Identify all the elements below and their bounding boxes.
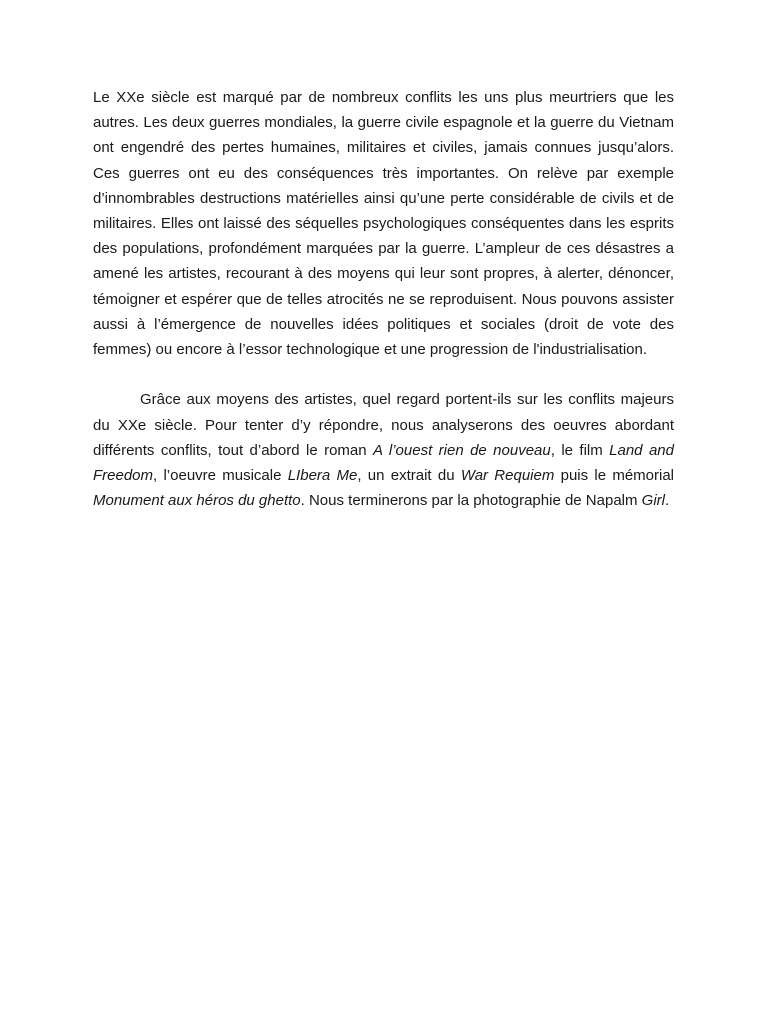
paragraph-intro: Le XXe siècle est marqué par de nombreux conflits les uns plus meurtriers que les autres. Les deux guerres mondiales, la guerre civile espagnole et la guerre du Vietnam ont engendré des pertes humaines, militaires et civiles, jamais connues jusqu’alors. Ces guerres ont eu des conséquences très importantes. On relève par exemple d’innombrables destructions matérielles ainsi qu’une perte considérable de civils et de militaires. Elles ont laissé des séquelles psychologiques conséquentes dans les esprits des populations, profondément marquées par la guerre. L’ampleur de ces désastres a amené les artistes, recourant à des moyens qui leur sont propres, à alerter, dénoncer, témoigner et espérer que de telles atrocités ne se reproduisent. Nous pouvons assister aussi à l’émergence de nouvelles idées politiques et sociales (droit de vote des femmes) ou encore à l’essor technologique et une progression de l'industrialisation. <box>93 89 674 359</box>
work-title-novel: A l’ouest rien de nouveau <box>373 441 551 459</box>
work-title-music: LIbera Me <box>287 467 358 485</box>
text-segment: . <box>665 492 670 510</box>
work-title-film: Land and Freedom <box>93 441 674 485</box>
paragraph-problematic <box>93 387 674 513</box>
work-title-requiem: War Requiem <box>460 467 555 485</box>
text-segment: Grâce aux moyens des artistes, quel regard portent-ils sur les conflits majeurs du XXe siècle. Pour tenter d’y répondre, nous analyserons des oeuvres abordant différents conflits, tout d’abord le roman <box>93 391 674 459</box>
text-segment: . Nous terminerons par la photographie de Napalm <box>300 492 642 510</box>
text-segment: , le film <box>550 441 610 459</box>
text-segment: puis le mémorial <box>554 467 675 485</box>
work-title-memorial: Monument aux héros du ghetto <box>93 492 301 510</box>
document-body <box>93 85 674 513</box>
work-title-photo: Girl <box>641 492 665 510</box>
text-segment: , un extrait du <box>357 467 461 485</box>
text-segment: , l’oeuvre musicale <box>153 467 288 485</box>
